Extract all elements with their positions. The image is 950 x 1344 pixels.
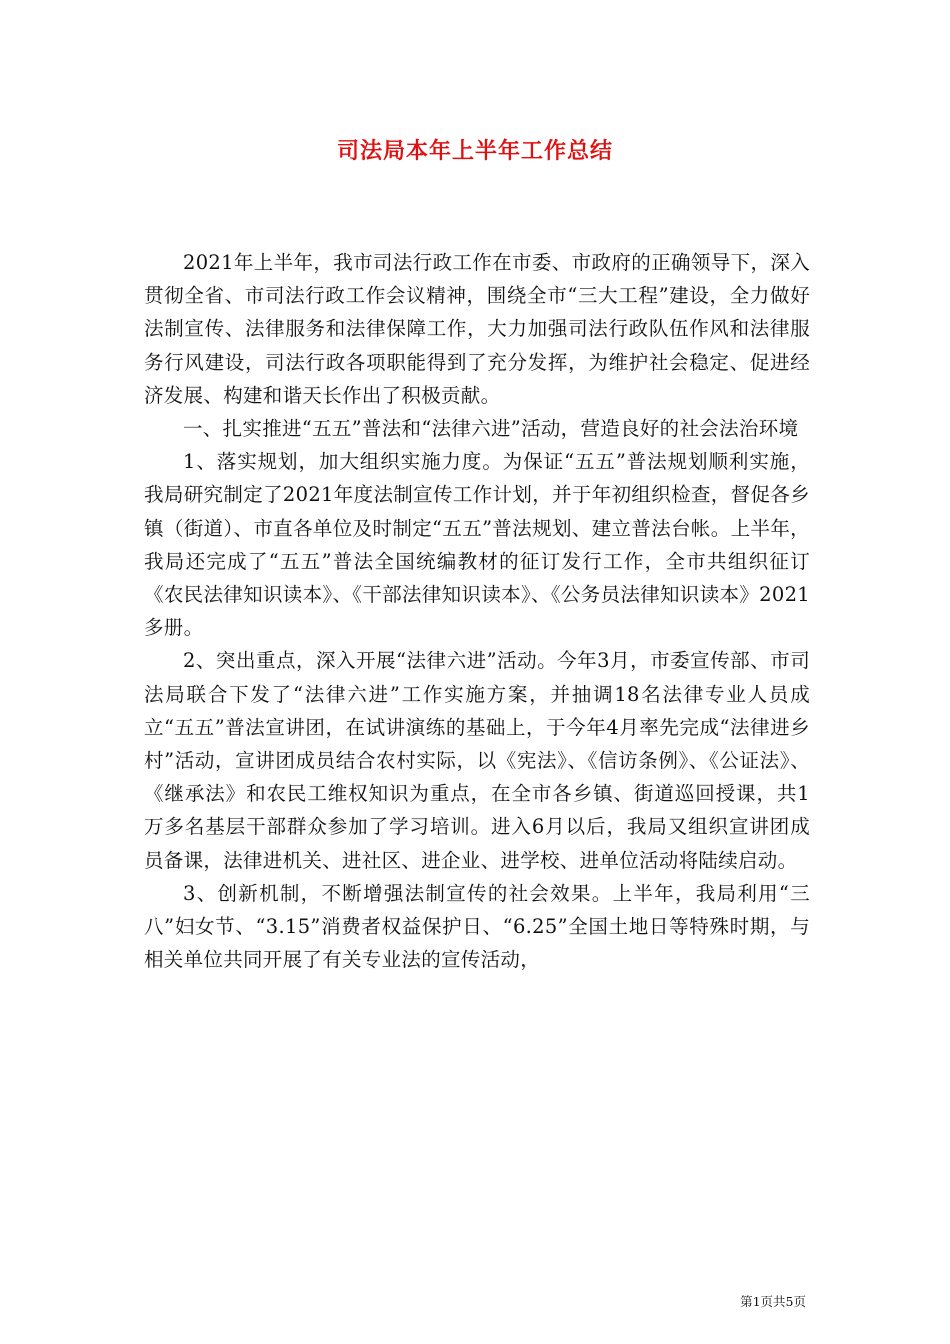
section-heading-1: 一、扎实推进“五五”普法和“法律六进”活动，营造良好的社会法治环境 [183, 417, 799, 441]
paragraph-item-3: 3、创新机制，不断增强法制宣传的社会效果。上半年，我局利用“三八”妇女节、“3.15”消费者权益保护日、“6.25”全国土地日等特殊时期，与相关单位共同开展了有关专业法的宣传活动， [144, 881, 810, 972]
page-number: 第1页共5页 [740, 1294, 806, 1309]
paragraph-intro: 2021年上半年，我市司法行政工作在市委、市政府的正确领导下，深入贯彻全省、市司法行政工作会议精神，围绕全市“三大工程”建设，全力做好法制宣传、法律服务和法律保障工作，大力加强司法行政队伍作风和法律服务行风建设，司法行政各项职能得到了充分发挥，为维护社会稳定、促进经济发展、构建和谐天长作出了积极贡献。 [144, 251, 810, 407]
document-body [144, 246, 810, 976]
document-title: 司法局本年上半年工作总结 [336, 138, 613, 164]
paragraph-item-1: 1、落实规划，加大组织实施力度。为保证“五五”普法规划顺利实施，我局研究制定了2021年度法制宣传工作计划，并于年初组织检查，督促各乡镇（街道）、市直各单位及时制定“五五”普法规划、建立普法台帐。上半年，我局还完成了“五五”普法全国统编教材的征订发行工作，全市共组织征订《农民法律知识读本》、《干部法律知识读本》、《公务员法律知识读本》2021多册。 [144, 450, 810, 640]
paragraph-item-2: 2、突出重点，深入开展“法律六进”活动。今年3月，市委宣传部、市司法局联合下发了“法律六进”工作实施方案，并抽调18名法律专业人员成立“五五”普法宣讲团，在试讲演练的基础上，于今年4月率先完成“法律进乡村”活动，宣讲团成员结合农村实际，以《宪法》、《信访条例》、《公证法》、《继承法》和农民工维权知识为重点，在全市各乡镇、街道巡回授课，共1万多名基层干部群众参加了学习培训。进入6月以后，我局又组织宣讲团成员备课，法律进机关、进社区、进企业、进学校、进单位活动将陆续启动。 [144, 649, 810, 872]
